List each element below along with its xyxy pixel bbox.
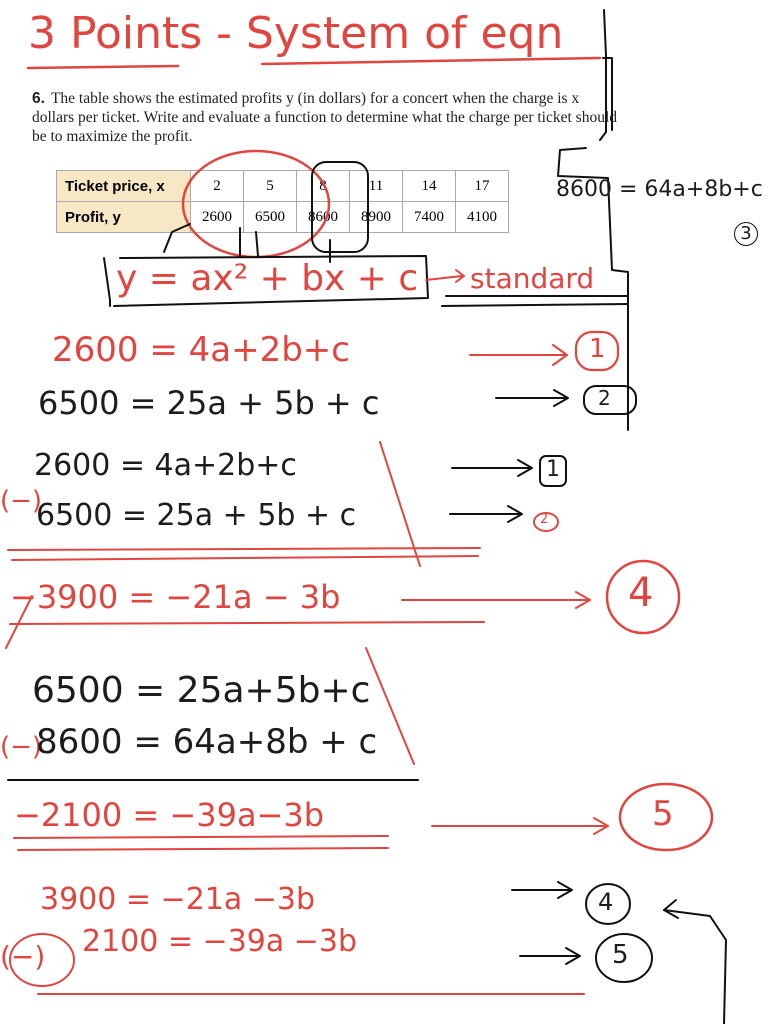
equation-1-label: 1 <box>589 334 606 364</box>
margin-equation: 8600 = 64a+8b+c <box>556 177 763 202</box>
result-label-5: 5 <box>652 794 674 834</box>
standard-label: standard <box>470 262 595 295</box>
problem-text: The table shows the estimated profits y (in dollars) for a concert when the charge is x dollars per ticket. Write and evaluate a function to determine what the charge per ticket should be to maximize the profit. <box>32 90 618 145</box>
problem-number: 6. <box>32 90 45 107</box>
table-cell: 7400 <box>403 202 456 233</box>
elim2-equation-b: 8600 = 64a+8b + c <box>36 722 378 762</box>
table-cell: 6500 <box>244 202 297 233</box>
equation-1: 2600 = 4a+2b+c <box>52 330 350 370</box>
result-equation-5: −2100 = −39a−3b <box>14 796 325 834</box>
elim1-label-b: 2 <box>540 512 549 527</box>
table-cell: 2 <box>191 171 244 202</box>
system-label-4: 4 <box>598 888 614 916</box>
underline-stroke <box>28 66 178 68</box>
elim1-equation-b: 6500 = 25a + 5b + c <box>36 498 357 533</box>
table-cell: 8900 <box>350 202 403 233</box>
title-note: 3 Points - System of eqn <box>28 8 564 59</box>
result-equation-4: −3900 = −21a − 3b <box>10 578 341 616</box>
table-cell: 2600 <box>191 202 244 233</box>
system-equation-5: 2100 = −39a −3b <box>82 924 358 959</box>
minus-sign: (−) <box>0 732 43 762</box>
table-cell: 17 <box>456 171 509 202</box>
equation-2-label: 2 <box>598 386 611 410</box>
row-header-price: Ticket price, x <box>57 171 191 202</box>
elim1-equation-a: 2600 = 4a+2b+c <box>34 448 297 483</box>
result-label-4: 4 <box>628 570 654 616</box>
elim1-label-a: 1 <box>546 457 560 482</box>
table-cell: 4100 <box>456 202 509 233</box>
system-equation-4: 3900 = −21a −3b <box>40 882 316 917</box>
equation-2: 6500 = 25a + 5b + c <box>38 384 380 422</box>
minus-sign: (−) <box>0 486 43 516</box>
table-cell: 14 <box>403 171 456 202</box>
elim2-equation-a: 6500 = 25a+5b+c <box>32 670 371 711</box>
table-cell: 11 <box>350 171 403 202</box>
system-label-5: 5 <box>612 940 629 970</box>
table-cell: 8600 <box>297 202 350 233</box>
table-cell: 8 <box>297 171 350 202</box>
margin-label: 3 <box>734 222 758 246</box>
standard-form: y = ax² + bx + c <box>116 258 419 299</box>
table-cell: 5 <box>244 171 297 202</box>
minus-sign: (−) <box>0 940 46 973</box>
row-header-profit: Profit, y <box>57 202 191 233</box>
